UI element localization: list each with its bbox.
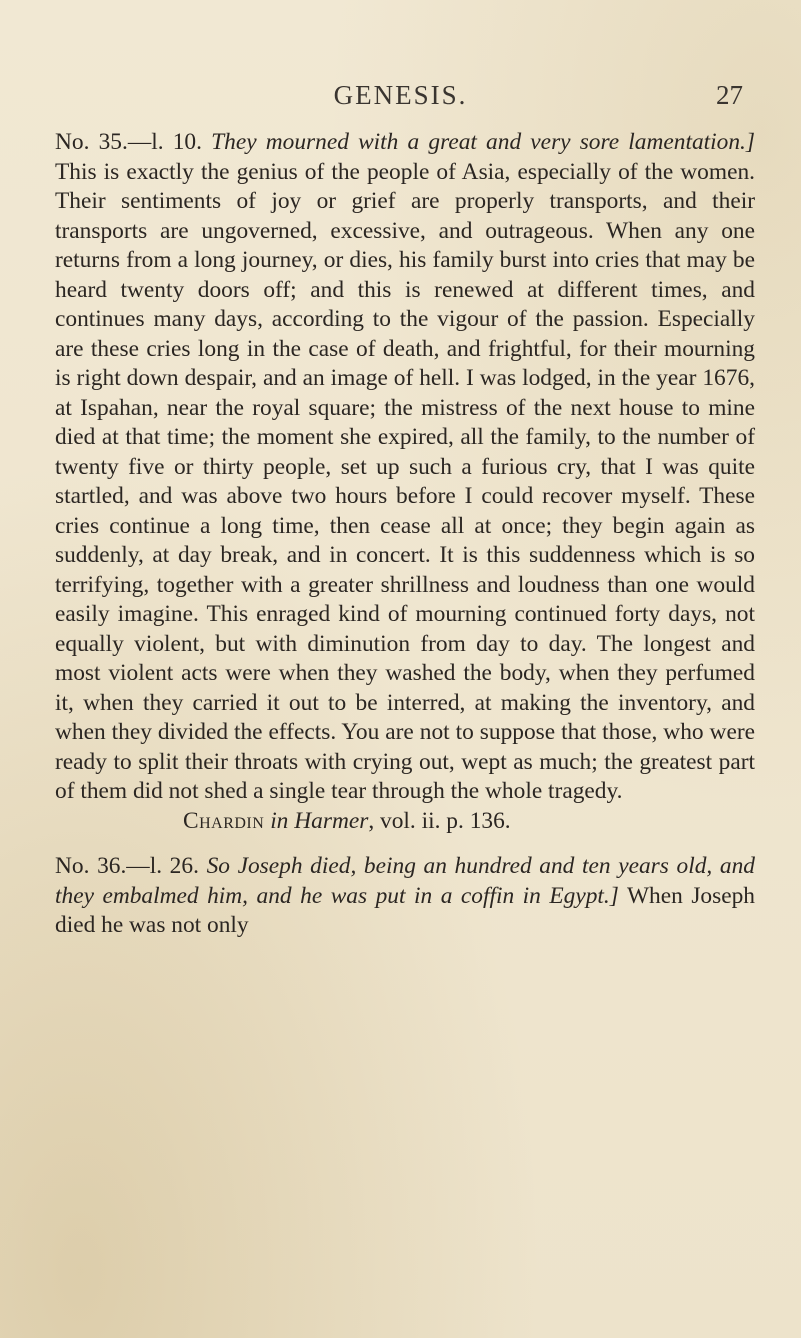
citation-work: Harmer xyxy=(294,807,369,834)
note-lemma: So Joseph died, being an hundred and ten years old, and they embalmed him, and he was put in a coffin in Egypt.] xyxy=(55,853,755,909)
note-lemma: They mourned with a great and very sore lamentation.] xyxy=(211,129,755,155)
note-36 xyxy=(55,852,755,941)
note-body: When Joseph died he was not only xyxy=(55,882,755,938)
running-title: GENESIS. xyxy=(333,80,468,110)
note-body: This is exactly the genius of the people of Asia, especially of the women. Their sentiments of joy or grief are properly transports, and their transports are ungoverned, excessive, and outrageous. When any one returns from a long journey, or dies, his family burst into cries that may be heard twenty doors off; and this is renewed at different times, and continues many days, according to the vigour of the passion. Especially are these cries long in the case of death, and frightful, for their mourning is right down despair, and an image of hell. I was lodged, in the year 1676, at Ispahan, near the royal square; the mistress of the next house to mine died at that time; the moment she expired, all the family, to the number of twenty five or thirty people, set up such a furious cry, that I was quite startled, and was above two hours before I could recover myself. These cries continue a long time, then cease all at once; they begin again as suddenly, at day break, and in concert. It is this suddenness which is so terrifying, together with a greater shrillness and loudness than one would easily imagine. This enraged kind of mourning continued forty days, not equally violent, but with diminution from day to day. The longest and most violent acts were when they washed the body, when they perfumed it, when they carried it out to be interred, at making the inventory, and when they divided the effects. You are not to suppose that those, who were ready to split their throats with crying out, wept as much; the greatest part of them did not shed a single tear through the whole tragedy. xyxy=(55,158,755,804)
page-body xyxy=(55,128,755,941)
note-citation xyxy=(55,807,755,837)
citation-reference: , vol. ii. p. 136. xyxy=(368,807,511,834)
note-35 xyxy=(55,128,755,807)
note-number: No. 36.—l. 26. xyxy=(55,853,199,879)
citation-connector: in xyxy=(270,807,289,834)
citation-author: Chardin xyxy=(183,807,265,834)
page-header xyxy=(0,80,801,120)
note-number: No. 35.—l. 10. xyxy=(55,129,202,155)
page-number: 27 xyxy=(716,80,743,110)
